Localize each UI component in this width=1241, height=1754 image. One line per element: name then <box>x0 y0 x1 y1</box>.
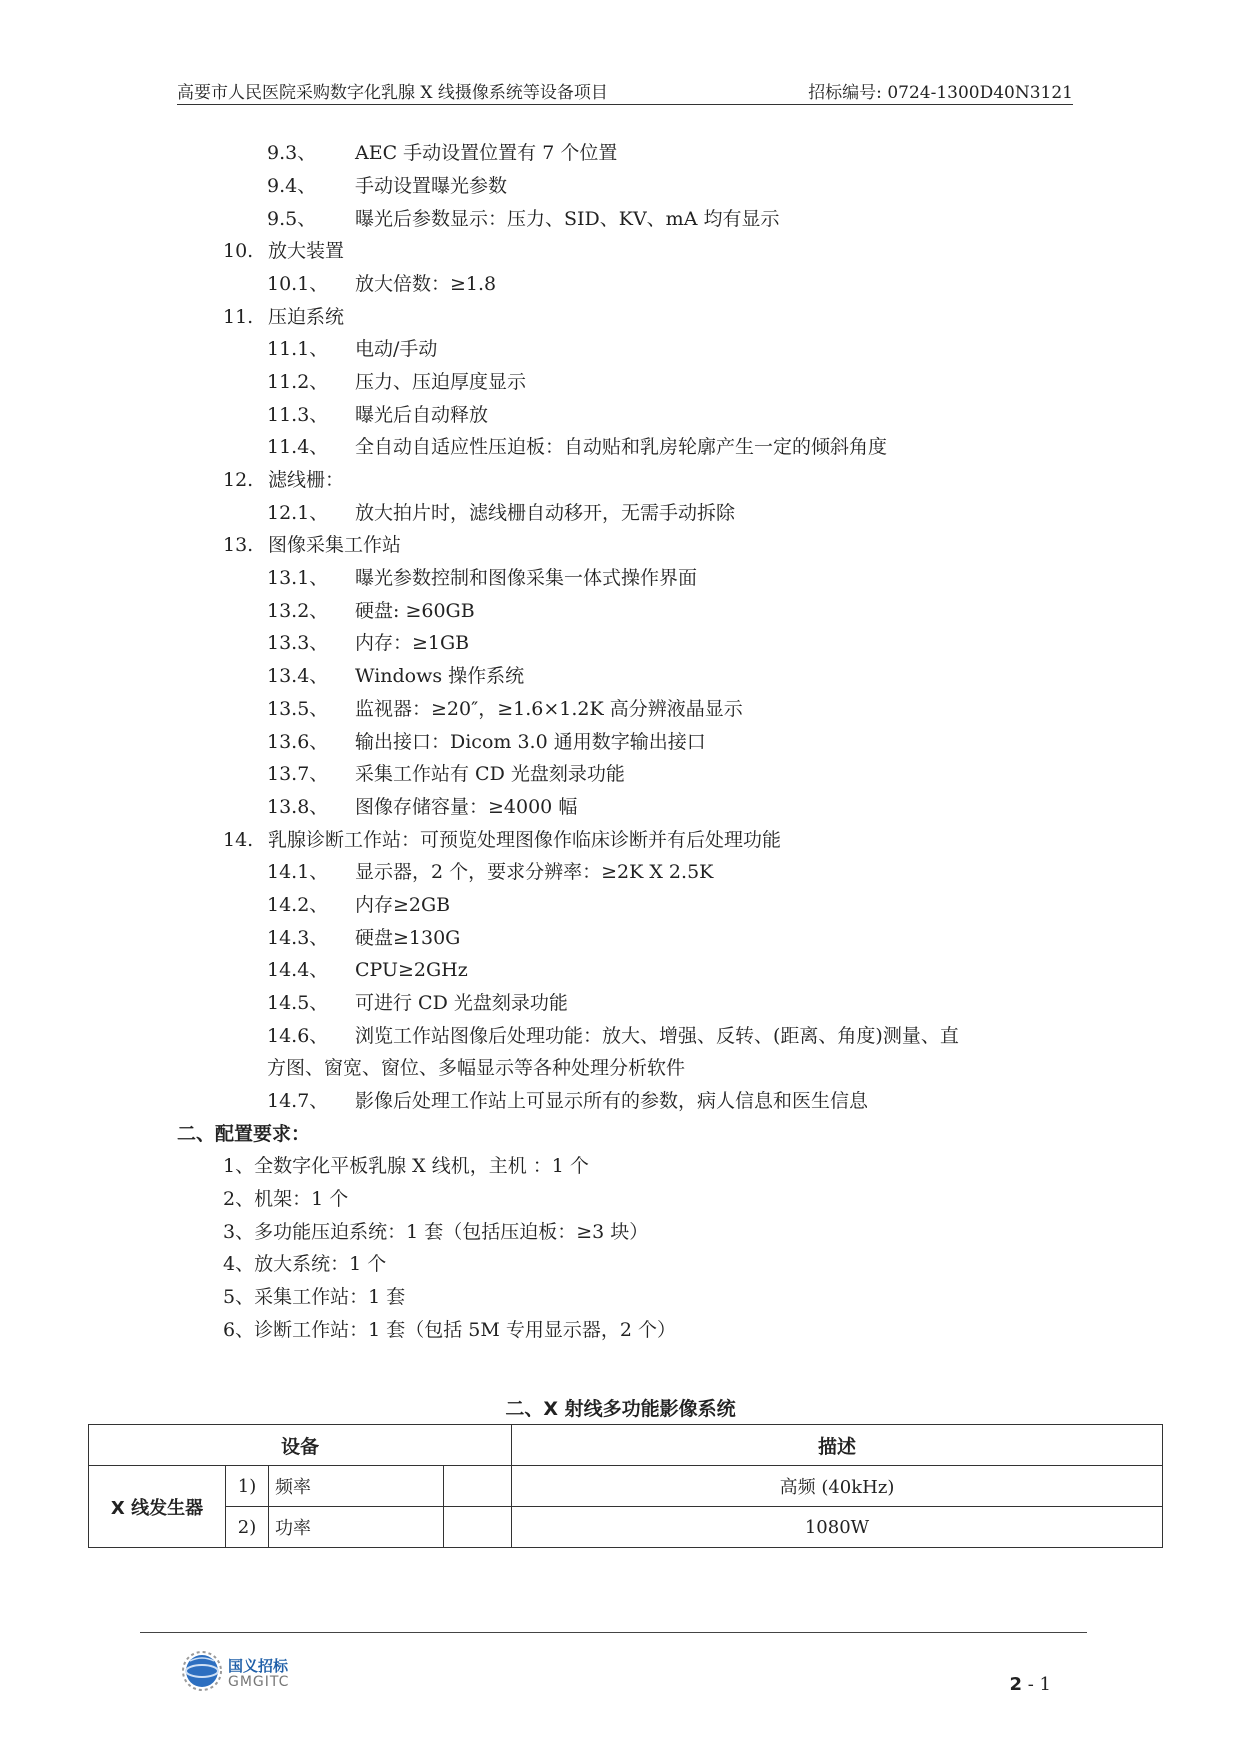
row-description: 高频 (40kHz) <box>512 1466 1163 1507</box>
list-item: 11.2、 压力、压迫厚度显示 <box>267 371 527 393</box>
list-heading: 14. 乳腺诊断工作站：可预览处理图像作临床诊断并有后处理功能 <box>223 829 782 851</box>
list-item: 9.4、 手动设置曝光参数 <box>267 175 508 197</box>
list-item: 13.2、 硬盘: ≥60GB <box>267 600 475 622</box>
list-heading: 10. 放大装置 <box>223 240 345 262</box>
config-item: 6、诊断工作站：1 套（包括 5M 专用显示器，2 个） <box>223 1319 676 1341</box>
section-heading: 二、配置要求： <box>177 1123 311 1145</box>
list-item: 14.2、 内存≥2GB <box>267 894 451 916</box>
list-item: 13.1、 曝光参数控制和图像采集一体式操作界面 <box>267 567 698 589</box>
column-header-description: 描述 <box>512 1425 1163 1466</box>
row-index: 1) <box>226 1466 269 1507</box>
header-project-title: 高要市人民医院采购数字化乳腺 X 线摄像系统等设备项目 <box>177 83 608 103</box>
list-item: 9.5、 曝光后参数显示：压力、SID、KV、mA 均有显示 <box>267 208 780 230</box>
logo-english-text: GMGITC <box>228 1674 290 1690</box>
list-heading: 13. 图像采集工作站 <box>223 534 402 556</box>
list-heading: 11. 压迫系统 <box>223 306 345 328</box>
config-item: 2、机架：1 个 <box>223 1188 349 1210</box>
list-item: 13.8、 图像存储容量：≥4000 幅 <box>267 796 578 818</box>
row-name: 功率 <box>269 1507 444 1548</box>
list-item: 14.7、 影像后处理工作站上可显示所有的参数，病人信息和医生信息 <box>267 1090 869 1112</box>
list-item: 9.3、 AEC 手动设置位置有 7 个位置 <box>267 142 618 164</box>
config-item: 4、放大系统：1 个 <box>223 1253 387 1275</box>
row-index: 2) <box>226 1507 269 1548</box>
header-tender-number: 招标编号: 0724-1300D40N3121 <box>808 83 1073 103</box>
list-item: 14.3、 硬盘≥130G <box>267 927 461 949</box>
config-item: 3、多功能压迫系统：1 套（包括压迫板：≥3 块） <box>223 1221 649 1243</box>
spec-table <box>88 1424 1163 1548</box>
table-row <box>89 1507 1163 1548</box>
list-item: 13.7、 采集工作站有 CD 光盘刻录功能 <box>267 763 625 785</box>
list-heading: 12. 滤线栅： <box>223 469 345 491</box>
group-label: X 线发生器 <box>89 1466 226 1548</box>
row-empty-cell <box>444 1466 512 1507</box>
config-item: 5、采集工作站：1 套 <box>223 1286 406 1308</box>
config-item: 1、全数字化平板乳腺 X 线机，主机 ：1 个 <box>223 1155 589 1177</box>
list-item: 11.4、 全自动自适应性压迫板：自动贴和乳房轮廓产生一定的倾斜角度 <box>267 436 888 458</box>
logo-chinese-text: 国义招标 <box>228 1657 289 1675</box>
globe-icon <box>180 1651 224 1693</box>
column-header-device: 设备 <box>89 1425 512 1466</box>
row-empty-cell <box>444 1507 512 1548</box>
list-item: 13.5、 监视器：≥20″，≥1.6×1.2K 高分辨液晶显示 <box>267 698 743 720</box>
table-row <box>89 1466 1163 1507</box>
list-item: 12.1、 放大拍片时，滤线栅自动移开，无需手动拆除 <box>267 502 736 524</box>
table-header-row <box>89 1425 1163 1466</box>
list-item: 14.4、 CPU≥2GHz <box>267 959 468 981</box>
list-item: 13.4、 Windows 操作系统 <box>267 665 525 687</box>
list-item: 11.3、 曝光后自动释放 <box>267 404 489 426</box>
list-item: 10.1、 放大倍数：≥1.8 <box>267 273 497 295</box>
list-item: 14.6、 浏览工作站图像后处理功能：放大、增强、反转、(距离、角度)测量、直 <box>267 1025 959 1047</box>
list-item-continuation: 方图、窗宽、窗位、多幅显示等各种处理分析软件 <box>267 1057 686 1079</box>
row-name: 频率 <box>269 1466 444 1507</box>
page-header <box>177 74 1073 105</box>
list-item: 14.5、 可进行 CD 光盘刻录功能 <box>267 992 568 1014</box>
list-item: 11.1、 电动/手动 <box>267 338 438 360</box>
list-item: 13.6、 输出接口：Dicom 3.0 通用数字输出接口 <box>267 731 706 753</box>
row-description: 1080W <box>512 1507 1163 1548</box>
list-item: 14.1、 显示器，2 个，要求分辨率：≥2K X 2.5K <box>267 861 714 883</box>
page-number: 2 - 1 <box>1009 1674 1051 1695</box>
table-title: 二、X 射线多功能影像系统 <box>505 1398 736 1420</box>
list-item: 13.3、 内存：≥1GB <box>267 632 470 654</box>
footer-divider <box>140 1632 1087 1633</box>
